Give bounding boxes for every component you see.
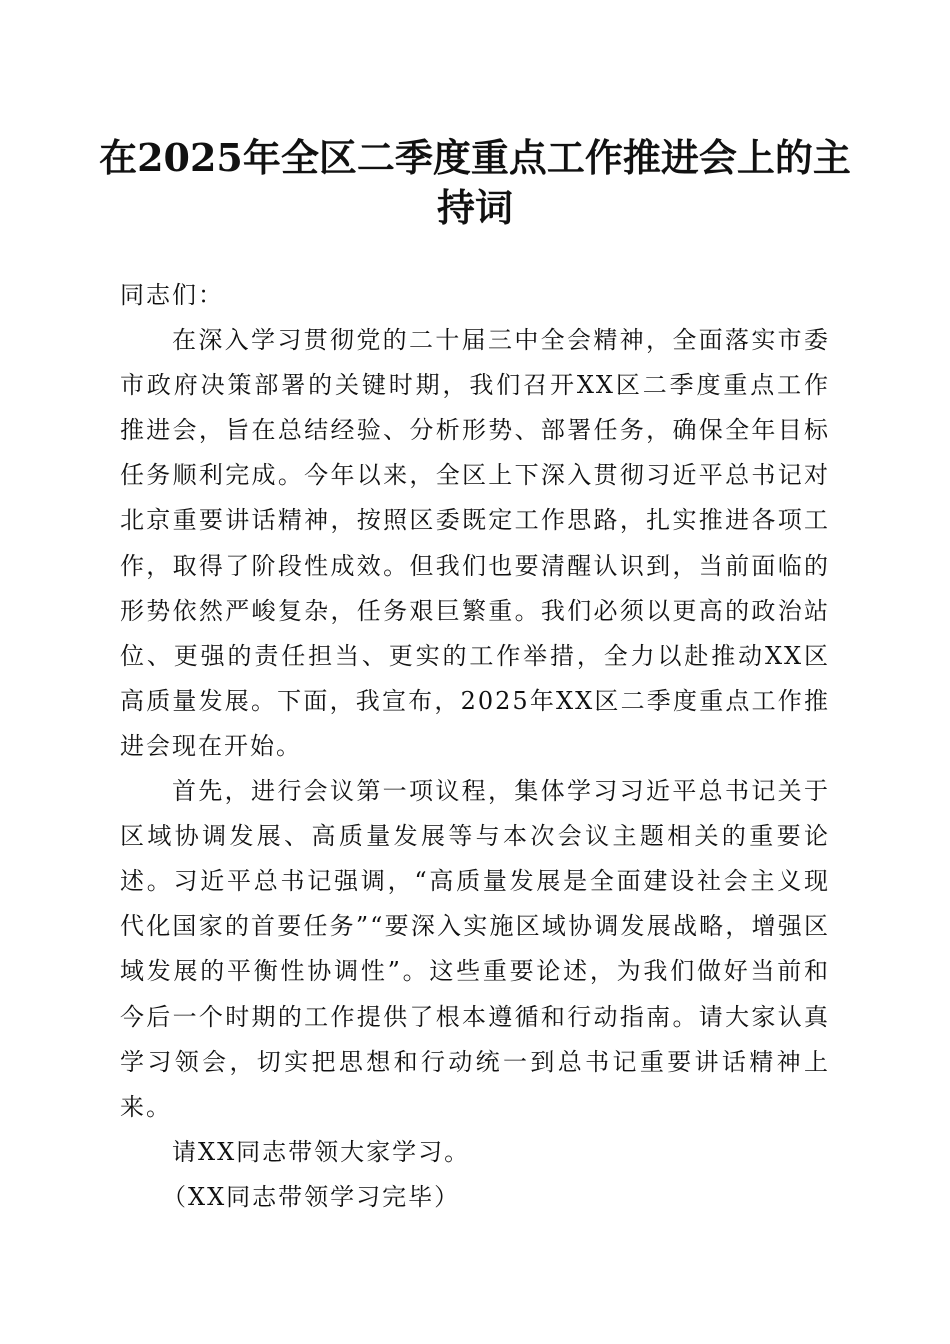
stage-note: （XX同志带领学习完毕） — [162, 1182, 461, 1211]
paragraph-opening: 在深入学习贯彻党的二十届三中全会精神，全面落实市委市政府决策部署的关键时期，我们召开XX区二季度重点工作推进会，旨在总结经验、分析形势、部署任务，确保全年目标任务顺利完成。今年以来，全区上下深入贯彻习近平总书记对北京重要讲话精神，按照区委既定工作思路，扎实推进各项工作，取得了阶段性成效。但我们也要清醒认识到，当前面临的形势依然严峻复杂，任务艰巨繁重。我们必须以更高的政治站位、更强的责任担当、更实的工作举措，全力以赴推动XX区高质量发展。下面，我宣布，2025年XX区二季度重点工作推进会现在开始。 — [120, 326, 830, 760]
salutation: 同志们： — [120, 281, 224, 309]
paragraph-agenda-first: 首先，进行会议第一项议程，集体学习习近平总书记关于区域协调发展、高质量发展等与本次会议主题相关的重要论述。习近平总书记强调，“高质量发展是全面建设社会主义现代化国家的首要任务”“要深入实施区域协调发展战略，增强区域发展的平衡性协调性”。这些重要论述，为我们做好当前和今后一个时期的工作提供了根本遵循和行动指南。请大家认真学习领会，切实把思想和行动统一到总书记重要讲话精神上来。 — [120, 777, 830, 1121]
document-body — [120, 273, 830, 1220]
document-title: 在2025年全区二季度重点工作推进会上的主持词 — [99, 135, 851, 230]
paragraph-invite-study: 请XX同志带领大家学习。 — [172, 1137, 471, 1166]
